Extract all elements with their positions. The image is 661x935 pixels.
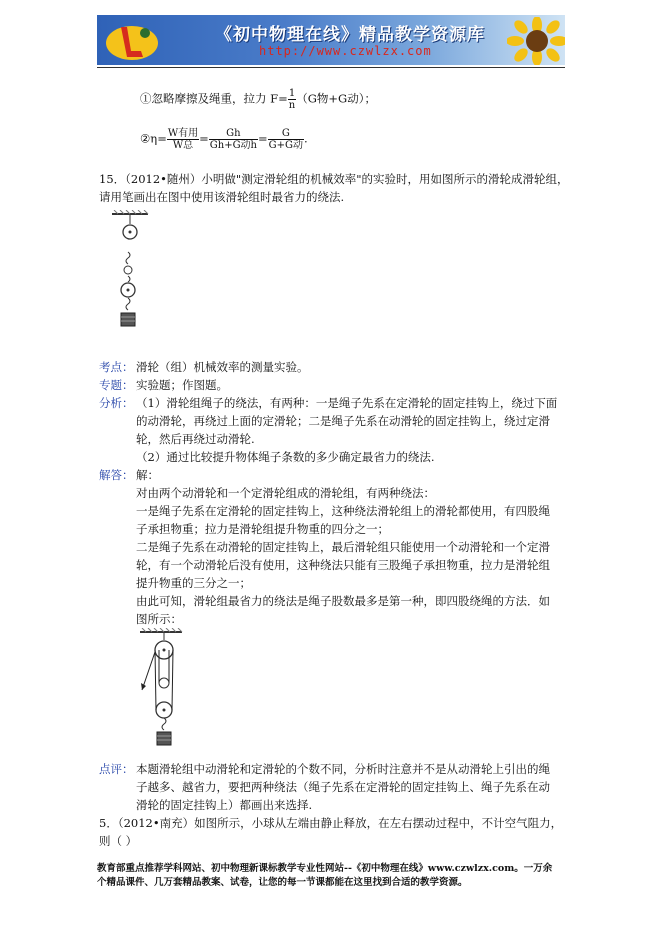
zhuanti-text: 实验题；作图题。 — [136, 378, 228, 392]
dianping-line: 滑轮的固定挂钩上）都画出来选择. — [136, 798, 313, 812]
jieda-line: 二是绳子先系在动滑轮的固定挂钩上，最后滑轮组只能使用一个动滑轮和一个定滑 — [136, 540, 550, 554]
dianping-line: 子越多、越省力，要把两种绕法（绳子先系在定滑轮的固定挂钩上、绳子先系在动 — [136, 780, 550, 794]
fenxi-line: （2）通过比较提升物体绳子条数的多少确定最省力的绕法. — [136, 450, 435, 464]
kaodian-label: 考点： — [99, 360, 134, 374]
site-url[interactable]: http://www.czwlzx.com — [259, 44, 432, 58]
fenxi-line: 轮，然后再绕过动滑轮. — [136, 432, 255, 446]
jieda-line: 由此可知，滑轮组最省力的绕法是绳子股数最多是第一种，即四股绕绳的方法．如 — [136, 594, 550, 608]
sunflower-icon — [507, 17, 565, 65]
jieda-line: 图所示： — [136, 612, 182, 626]
jieda-line: 一是绳子先系在定滑轮的固定挂钩上，这种绕法滑轮组上的滑轮都使用，有四股绳 — [136, 504, 550, 518]
footer-line1: 教育部重点推荐学科网站、初中物理新课标教学专业性网站--《初中物理在线》www.czwlzx.com。一万余 — [97, 863, 553, 874]
jieda-line: 解： — [136, 468, 159, 482]
kaodian-text: 滑轮（组）机械效率的测量实验。 — [136, 360, 309, 374]
jieda-line: 对由两个动滑轮和一个定滑轮组成的滑轮组，有两种绕法： — [136, 486, 435, 500]
pulley-figure-answer — [136, 628, 186, 750]
header-rule — [97, 67, 565, 68]
q15-line2: 请用笔画出在图中使用该滑轮组时最省力的绕法. — [99, 190, 345, 204]
jieda-line: 轮，有一个动滑轮后没有使用，这种绕法只能有三股绳子承担物重，拉力是滑轮组 — [136, 558, 550, 572]
jieda-line: 子承担物重；拉力是滑轮组提升物重的四分之一； — [136, 522, 389, 536]
pulley-figure-question — [108, 210, 152, 330]
q5-line1: 5．（2012•南充）如图所示，小球从左端由静止释放，在左右摆动过程中，不计空气阻力， — [99, 816, 563, 830]
fenxi-line: （1）滑轮组绳子的绕法，有两种：一是绳子先系在定滑轮的固定挂钩上，绕过下面 — [136, 396, 558, 410]
jieda-label: 解答： — [99, 468, 134, 482]
fenxi-line: 的动滑轮，再绕过上面的定滑轮；二是绳子先系在动滑轮的固定挂钩上，绕过定滑 — [136, 414, 550, 428]
footer-line2: 个精品课件、几万套精品教案、试卷，让您的每一节课都能在这里找到合适的教学资源。 — [97, 877, 468, 888]
q5-line2: 则（ ） — [99, 834, 138, 848]
zhuanti-label: 专题： — [99, 378, 134, 392]
fenxi-label: 分析： — [99, 396, 134, 410]
q15-line1: 15．（2012•随州）小明做"测定滑轮组的机械效率"的实验时，用如图所示的滑轮成滑轮组， — [99, 172, 569, 186]
jieda-line: 提升物重的三分之一； — [136, 576, 251, 590]
site-banner — [97, 15, 565, 65]
site-title: 《初中物理在线》精品教学资源库 — [215, 25, 485, 45]
formula-force: ①忽略摩擦及绳重，拉力 F= $\frac{1}{n}$ （G物+G动）； — [140, 88, 376, 111]
site-logo-icon — [103, 19, 161, 63]
dianping-line: 本题滑轮组中动滑轮和定滑轮的个数不同，分析时注意并不是从动滑轮上引出的绳 — [136, 762, 550, 776]
dianping-label: 点评： — [99, 762, 134, 776]
formula-efficiency: ②η= $\frac{\text{W有用}}{\text{W总}}$ = $\frac{Gh}{\text{Gh+G动h}}$ = $\frac{G}{\text{G+G动}}$ . — [140, 128, 308, 151]
